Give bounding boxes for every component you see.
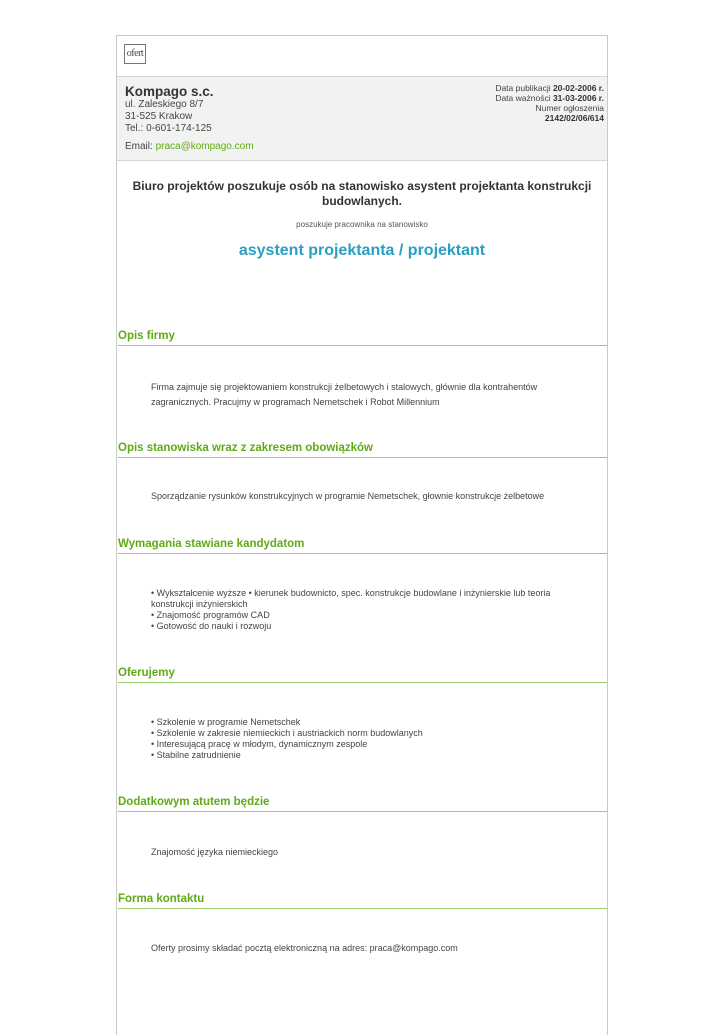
company-address: [125, 99, 212, 135]
publication-date-value: 20-02-2006 r.: [552, 83, 604, 93]
address-line: Tel.: 0-601-174-125: [125, 123, 212, 134]
section-title-company: Opis firmy: [118, 330, 607, 346]
address-line: ul. Zaleskiego 8/7: [125, 99, 204, 110]
section-line: Sporządzanie rysunków konstrukcyjnych w programie Nemetschek, głownie konstrukcje żelbetowe: [151, 491, 545, 501]
publication-date-label: Data publikacji: [495, 83, 553, 93]
offer-number-value: [495, 113, 604, 123]
company-header: [117, 77, 607, 161]
validity-date-value: 31-03-2006 r.: [552, 93, 604, 103]
section-line: • Stabilne zatrudnienie: [151, 750, 241, 760]
company-name: Kompago s.c.: [125, 84, 214, 99]
publication-date: [495, 83, 604, 93]
section-title-requirements: Wymagania stawiane kandydatom: [118, 538, 607, 554]
section-line: • Szkolenie w programie Nemetschek: [151, 717, 301, 727]
section-line: zagranicznych. Pracujmy w programach Nemetschek i Robot Millennium: [151, 397, 440, 407]
validity-date-label: Data ważności: [495, 93, 553, 103]
section-body-contact: [151, 943, 591, 954]
intro-text: Biuro projektów poszukuje osób na stanowisko asystent projektanta konstrukcji budowlanych.: [132, 179, 592, 208]
offer-meta: [495, 83, 604, 123]
section-body-duties: [151, 491, 591, 502]
email-link[interactable]: praca@kompago.com: [155, 141, 254, 152]
offer-number: 2142/02/06/614: [544, 113, 604, 123]
position-title: asystent projektanta / projektant: [238, 242, 486, 259]
section-body-requirements: [151, 588, 591, 632]
section-title-contact: Forma kontaktu: [118, 893, 607, 909]
logo-row: [117, 36, 607, 77]
section-line: Znajomość języka niemieckiego: [151, 847, 279, 857]
section-line: Oferty prosimy składać pocztą elektroniczną na adres: praca@kompago.com: [151, 943, 458, 953]
section-body-offer: [151, 717, 591, 761]
section-title-offer: Oferujemy: [118, 667, 607, 683]
company-email-line: [125, 141, 254, 152]
section-line: Firma zajmuje się projektowaniem konstrukcji żelbetowych i stalowych, głównie dla kontrahentów: [151, 382, 538, 392]
address-line: 31-525 Krakow: [125, 111, 193, 122]
section-title-bonus: Dodatkowym atutem będzie: [118, 796, 607, 812]
section-title-duties: Opis stanowiska wraz z zakresem obowiązków: [118, 442, 607, 458]
section-line: • Interesującą pracę w młodym, dynamicznym zespole: [151, 739, 368, 749]
ofert-logo-icon: ofert: [124, 44, 146, 64]
email-label: Email:: [125, 141, 156, 152]
section-line: konstrukcji inżynierskich: [151, 599, 248, 609]
job-offer-document: [116, 35, 608, 1035]
section-line: • Wykształcenie wyższe • kierunek budownicto, spec. konstrukcje budowlane i inżynierskie lub teoria: [151, 588, 551, 598]
section-body-company: [151, 380, 591, 410]
section-line: • Gotowość do nauki i rozwoju: [151, 621, 272, 631]
seeking-label: poszukuje pracownika na stanowisko: [296, 220, 428, 229]
section-line: • Szkolenie w zakresie niemieckich i austriackich norm budowlanych: [151, 728, 423, 738]
offer-number-label: Numer ogłoszenia: [535, 103, 604, 113]
section-body-bonus: [151, 847, 591, 858]
section-line: • Znajomość programów CAD: [151, 610, 270, 620]
validity-date: [495, 93, 604, 103]
